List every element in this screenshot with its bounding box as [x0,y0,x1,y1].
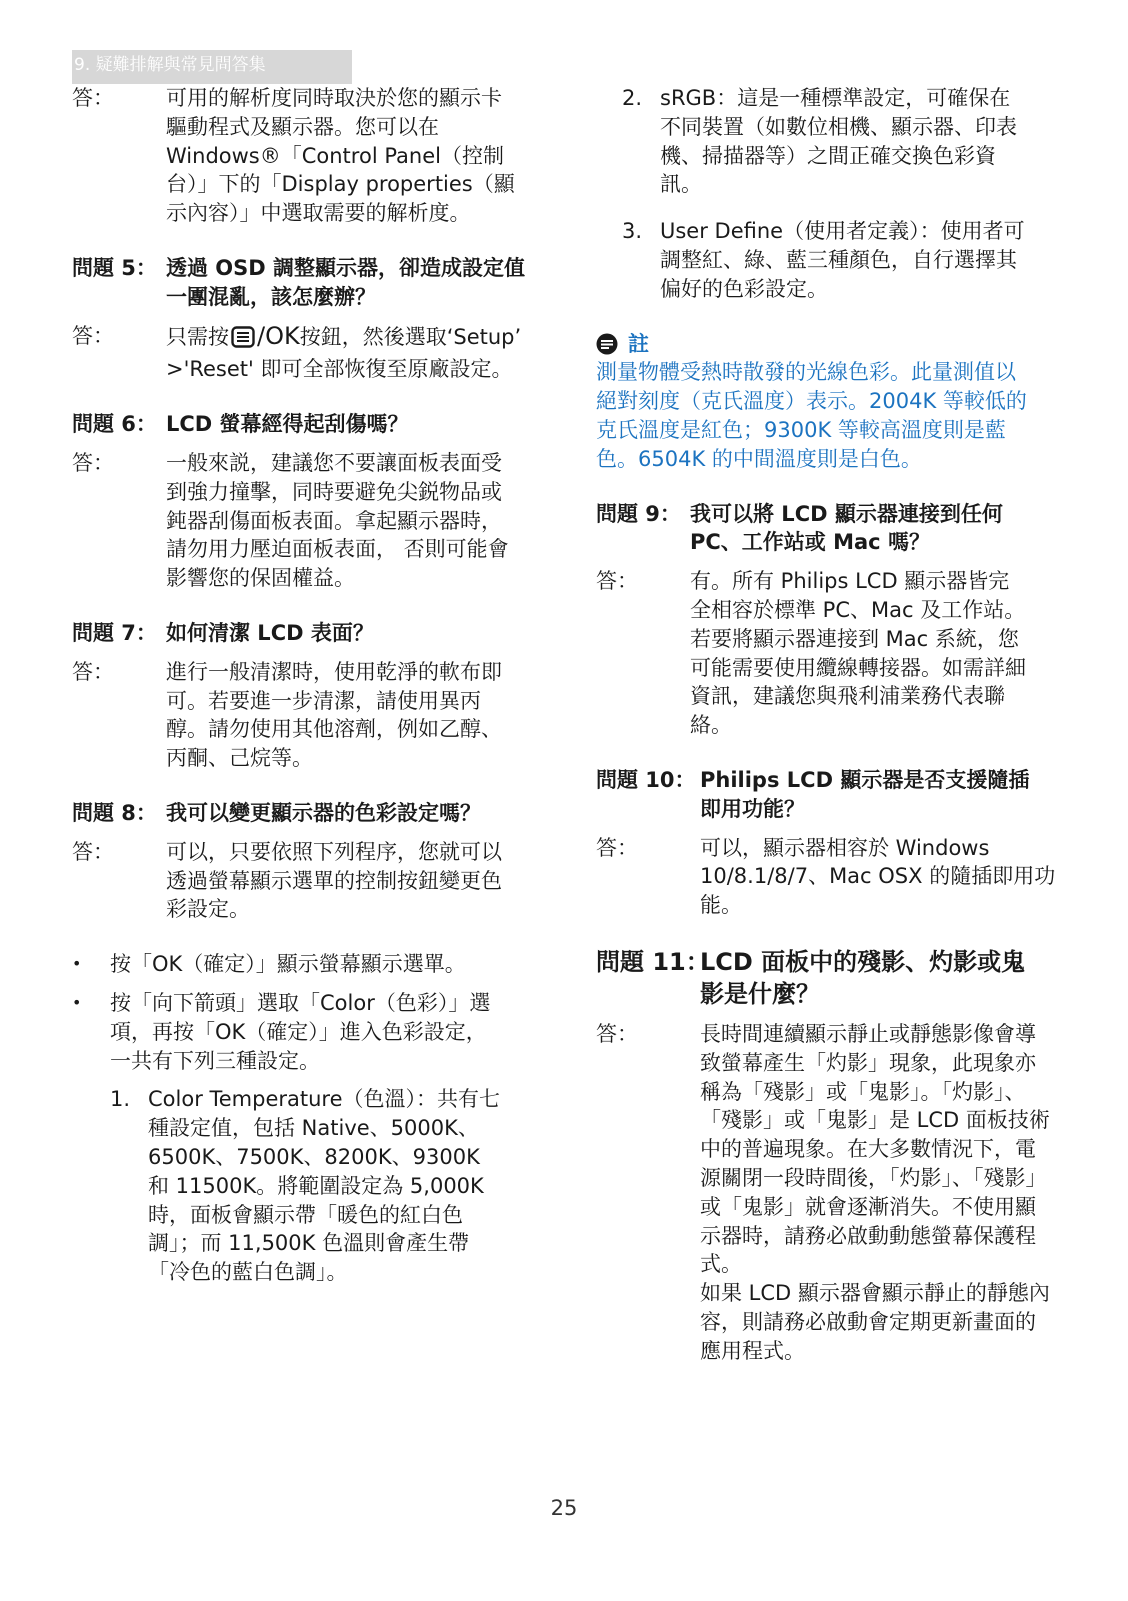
answer-4 [72,84,532,228]
question-text: 我可以變更顯示器的色彩設定嗎？ [166,800,481,825]
note-icon [596,333,618,355]
item-number: 1. [110,1087,131,1112]
question-text: 透過 OSD 調整顯示器，卻造成設定值一團混亂，該怎麼辦？ [166,255,526,309]
answer-label: 答： [596,569,638,594]
left-column [72,84,532,1287]
answer-text: 有。所有 Philips LCD 顯示器皆完全相容於標準 PC、Mac 及工作站。若要將顯示器連接到 Mac 系統，您可能需要使用纜線轉接器。如需詳細資訊，建議您與飛利浦業務代表聯絡。 [690,569,1026,738]
question-label: 問題 10： [596,767,696,792]
bullet-item [72,989,532,1075]
question-label: 問題 7： [72,620,157,645]
ok-button-text: /OK [257,321,300,350]
question-8 [72,799,532,828]
section-header-tab: 9. 疑難排解與常見問答集 [72,50,352,84]
item-text: sRGB：這是一種標準設定，可確保在不同裝置（如數位相機、顯示器、印表機、掃描器等）之間正確交換色彩資訊。 [660,86,1017,197]
note-text: 測量物體受熱時散發的光線色彩。此量測值以絕對刻度（克氏溫度）表示。2004K 等較低的克氏溫度是紅色；9300K 等較高溫度則是藍色。6504K 的中間溫度則是白色。 [596,359,1027,471]
page-number: 25 [550,1496,578,1520]
answer-text-after: 按鈕，然後選取‘Setup’ >'Reset' 即可全部恢復至原廠設定。 [166,324,522,382]
question-6 [72,410,532,439]
bullet-item [72,950,532,979]
question-text: 我可以將 LCD 顯示器連接到任何 PC、工作站或 Mac 嗎？ [690,501,1003,555]
item-number: 3. [622,219,643,244]
answer-text-before: 只需按 [166,324,229,349]
question-5 [72,254,532,312]
question-label: 問題 9： [596,501,681,526]
item-number: 2. [622,86,643,110]
question-label: 問題 8： [72,800,157,825]
numbered-item-2 [596,84,1056,199]
answer-label: 答： [72,839,114,864]
question-label: 問題 11： [596,947,710,976]
answer-text [700,1020,1056,1366]
question-text: LCD 螢幕經得起刮傷嗎？ [166,412,409,437]
answer-label: 答： [72,86,114,110]
numbered-item-3 [596,217,1056,303]
answer-paragraph-2: 如果 LCD 顯示器會顯示靜止的靜態內容，則請務必啟動會定期更新畫面的應用程式。 [700,1281,1050,1363]
answer-text: 可用的解析度同時取決於您的顯示卡驅動程式及顯示器。您可以在 Windows®「Control Panel（控制台）」下的「Display properties（顯示內容）」中選取需要的解析度。 [166,86,515,226]
answer-9 [596,567,1056,740]
note-title: 註 [628,331,649,356]
question-label: 問題 5： [72,255,157,280]
answer-10 [596,834,1056,920]
note-heading [596,330,1056,358]
answer-text [166,322,532,385]
right-column [596,84,1056,1366]
answer-text: 可以，顯示器相容於 Windows 10/8.1/8/7、Mac OSX 的隨插即用功能。 [700,835,1056,918]
question-text: LCD 面板中的殘影、灼影或鬼影是什麼？ [700,947,1026,1008]
bullet-text: 按「OK（確定）」顯示螢幕顯示選單。 [110,952,466,977]
bullet-dot: • [72,954,82,974]
bullet-dot: • [72,992,82,1012]
answer-6 [72,449,532,593]
answer-label: 答： [72,450,114,475]
question-label: 問題 6： [72,412,157,437]
item-text: User Define（使用者定義）：使用者可調整紅、綠、藍三種顏色，自行選擇其偏好的色彩設定。 [660,219,1025,301]
question-text: Philips LCD 顯示器是否支援隨插即用功能？ [700,767,1030,821]
answer-7 [72,658,532,773]
answer-11 [596,1020,1056,1366]
answer-label: 答： [72,659,114,684]
item-text: Color Temperature（色溫）：共有七種設定值，包括 Native、5000K、6500K、7500K、8200K、9300K 和 11500K。將範圍設定為 5,000K 時，面板會顯示帶「暖色的紅白色調」；而 11,500K 色溫則會產生帶「冷色的藍白色調」。 [148,1087,501,1285]
answer-5 [72,322,532,385]
answer-text: 進行一般清潔時，使用乾淨的軟布即可。若要進一步清潔，請使用異丙醇。請勿使用其他溶劑，例如乙醇、丙酮、己烷等。 [166,659,502,771]
question-text: 如何清潔 LCD 表面？ [166,620,374,645]
numbered-item-1 [72,1085,532,1287]
answer-text: 一般來説，建議您不要讓面板表面受到強力撞擊，同時要避免尖鋭物品或鈍器刮傷面板表面。拿起顯示器時，請勿用力壓迫面板表面， 否則可能會影響您的保固權益。 [166,450,509,591]
question-10 [596,766,1056,824]
answer-text: 可以，只要依照下列程序，您就可以透過螢幕顯示選單的控制按鈕變更色彩設定。 [166,839,502,922]
menu-icon [231,326,255,356]
question-9 [596,500,1056,558]
bullet-text: 按「向下箭頭」選取「Color（色彩）」選項，再按「OK（確定）」進入色彩設定，一共有下列三種設定。 [110,990,491,1073]
answer-label: 答： [596,1021,638,1046]
question-11 [596,946,1056,1010]
answer-label: 答： [596,835,638,860]
answer-label: 答： [72,323,114,348]
question-7 [72,619,532,648]
answer-8 [72,838,532,924]
answer-paragraph-1: 長時間連續顯示靜止或靜態影像會導致螢幕產生「灼影」現象，此現象亦稱為「殘影」或「鬼影」。「灼影」、「殘影」或「鬼影」是 LCD 面板技術中的普遍現象。在大多數情況下，電源關閉一段時間後，「灼影」、「殘影」或「鬼影」就會逐漸消失。不使用顯示器時，請務必啟動動態螢幕保護程式。 [700,1021,1050,1277]
